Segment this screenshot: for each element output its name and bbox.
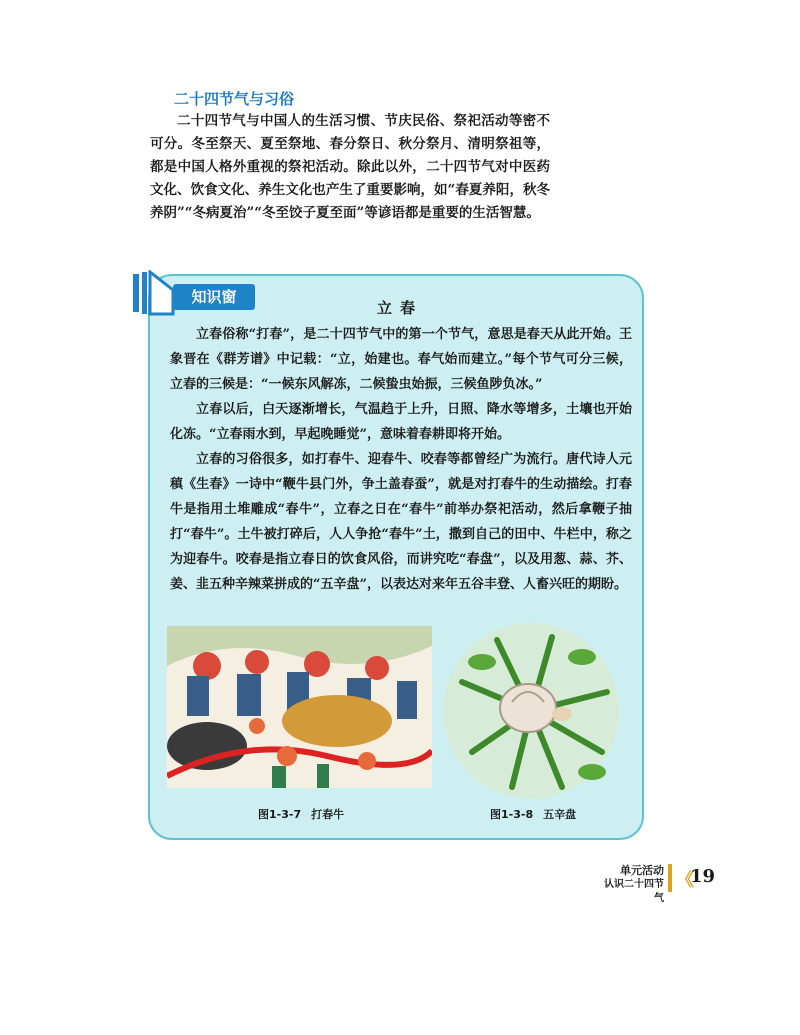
box-paragraph-3: 立春的习俗很多，如打春牛、迎春牛、咬春等都曾经广为流行。唐代诗人元稹《生春》一诗中“鞭牛县门外，争土盖春蚕”，就是对打春牛的生动描绘。打春牛是指用土堆雕成“春牛”，立春之日在“春牛”前举办祭祀活动，然后拿鞭子抽打“春牛”。土牛被打碎后，人人争抢“春牛”土，撒到自己的田中、牛栏中，称之为迎春牛。咬春是指立春日的饮食风俗，而讲究吃“春盘”，以及用葱、蒜、芥、姜、韭五种辛辣菜拼成的“五辛盘”，以表达对来年五谷丰登、人畜兴旺的期盼。 bbox=[170, 452, 632, 592]
knowledge-window-label: 知识窗 bbox=[173, 284, 255, 310]
double-chevron-icon: 《 bbox=[676, 870, 694, 891]
figure-number-2: 图1-3-8 bbox=[490, 808, 534, 821]
footer-subtitle: 认识二十四节气 bbox=[604, 879, 664, 904]
five-spice-plate-illustration bbox=[442, 622, 620, 800]
footer-divider bbox=[668, 864, 672, 892]
figure-caption-1 bbox=[258, 806, 344, 822]
figure-number-1: 图1-3-7 bbox=[258, 808, 302, 821]
page-number: 19 bbox=[690, 866, 716, 887]
box-paragraph-2: 立春以后，白天逐渐增长，气温趋于上升，日照、降水等增多，土壤也开始化冻。“立春雨水到，早起晚睡觉”，意味着春耕即将开始。 bbox=[170, 402, 632, 442]
footer-unit bbox=[600, 864, 664, 906]
intro-paragraph: 二十四节气与中国人的生活习惯、节庆民俗、祭祀活动等密不可分。冬至祭天、夏至祭地、春分祭日、秋分祭月、清明祭祖等，都是中国人格外重视的祭祀活动。除此以外，二十四节气对中医药文化、饮食文化、养生文化也产生了重要影响，如“春夏养阳，秋冬养阴”“冬病夏治”“冬至饺子夏至面”等谚语都是重要的生活智慧。 bbox=[150, 113, 550, 221]
box-body bbox=[170, 322, 632, 597]
intro-text bbox=[150, 110, 550, 225]
footer-unit-title: 单元活动 bbox=[620, 864, 664, 877]
section-title: 二十四节气与习俗 bbox=[174, 90, 295, 108]
book-tab-icon bbox=[131, 270, 179, 316]
figure-caption-2 bbox=[490, 806, 576, 822]
box-title: 立春 bbox=[376, 299, 423, 317]
spring-ox-illustration bbox=[167, 626, 432, 788]
figure-title-2: 五辛盘 bbox=[543, 808, 577, 821]
figure-title-1: 打春牛 bbox=[311, 808, 345, 821]
box-paragraph-1: 立春俗称“打春”，是二十四节气中的第一个节气，意思是春天从此开始。王象晋在《群芳谱》中记载：“立，始建也。春气始而建立。”每个节气可分三候，立春的三候是：“一候东风解冻，二候蛰虫始振，三候鱼陟负冰。” bbox=[170, 327, 632, 392]
